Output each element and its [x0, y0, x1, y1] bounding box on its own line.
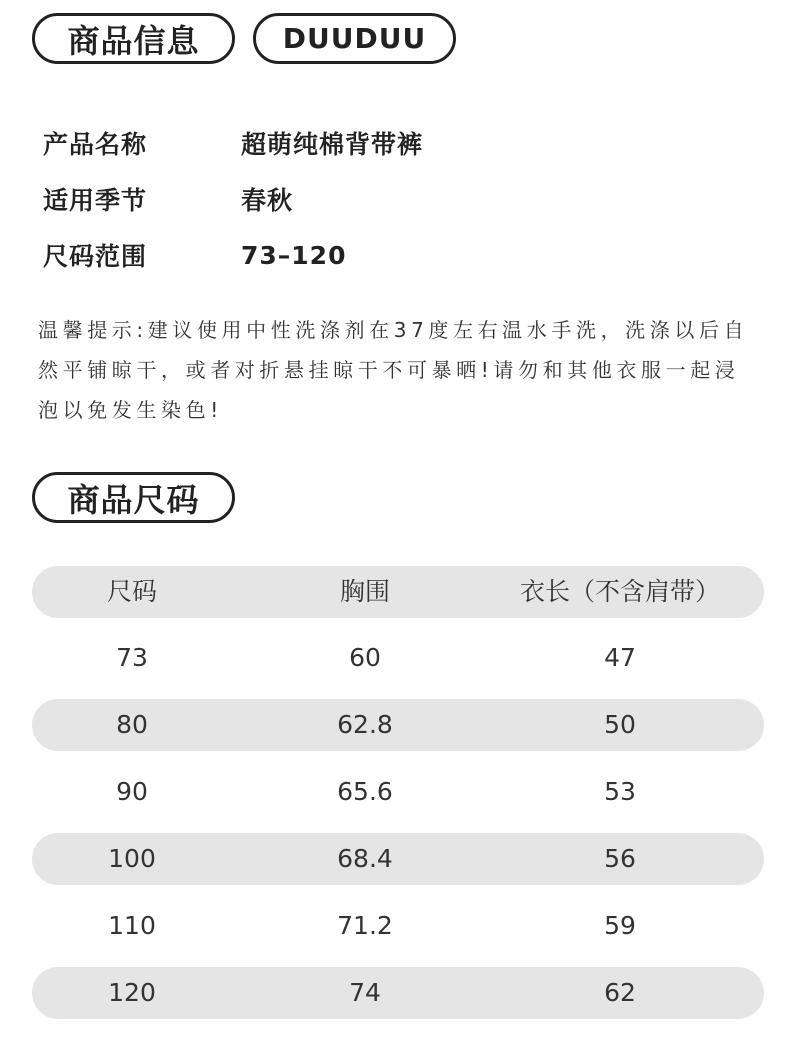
- table-row: [32, 699, 764, 751]
- table-row: [32, 967, 764, 1019]
- brand-logo: [253, 13, 456, 64]
- table-cell: 90: [116, 777, 148, 806]
- header-cell-chest: 胸围: [339, 577, 390, 606]
- table-cell: 100: [108, 844, 156, 873]
- table-cell: 110: [108, 911, 156, 940]
- table-row: [32, 833, 764, 885]
- section-title-product-size: [32, 472, 235, 523]
- table-cell: 74: [349, 978, 381, 1007]
- header-cell-size: 尺码: [106, 577, 157, 606]
- table-cell: 65.6: [337, 777, 393, 806]
- table-cell: 62: [604, 978, 636, 1007]
- table-row: [32, 900, 764, 952]
- table-row: [32, 766, 764, 818]
- info-value: 73–120: [241, 240, 347, 270]
- info-value: 超萌纯棉背带裤: [241, 130, 424, 159]
- section-title-product-info: [32, 13, 235, 64]
- table-cell: 120: [108, 978, 156, 1007]
- table-cell: 60: [349, 643, 381, 672]
- table-cell: 80: [116, 710, 148, 739]
- table-cell: 73: [116, 643, 148, 672]
- table-cell: 56: [604, 844, 636, 873]
- table-cell: 47: [604, 643, 636, 672]
- table-cell: 68.4: [337, 844, 393, 873]
- section-title-product-size-text: 商品尺码: [67, 480, 200, 519]
- info-label: 产品名称: [43, 130, 148, 159]
- size-table-header: [32, 566, 764, 618]
- table-cell: 50: [604, 710, 636, 739]
- header-cell-length: 衣长（不含肩带）: [519, 577, 720, 606]
- info-label: 适用季节: [43, 186, 148, 215]
- table-cell: 53: [604, 777, 636, 806]
- table-cell: 71.2: [337, 911, 393, 940]
- table-cell: 62.8: [337, 710, 393, 739]
- info-row-season: [43, 181, 293, 217]
- care-tip-text: 温馨提示:建议使用中性洗涤剂在37度左右温水手洗，洗涤以后自然平铺晾干，或者对折悬挂晾干不可暴晒!请勿和其他衣服一起浸泡以免发生染色!: [38, 318, 749, 422]
- info-row-size-range: [43, 237, 346, 273]
- info-label: 尺码范围: [43, 242, 148, 271]
- table-cell: 59: [604, 911, 636, 940]
- info-row-product-name: [43, 125, 423, 161]
- section-title-product-info-text: 商品信息: [67, 21, 200, 60]
- table-row: [32, 632, 764, 684]
- info-value: 春秋: [241, 186, 294, 215]
- brand-logo-text: DUUDUU: [282, 22, 427, 55]
